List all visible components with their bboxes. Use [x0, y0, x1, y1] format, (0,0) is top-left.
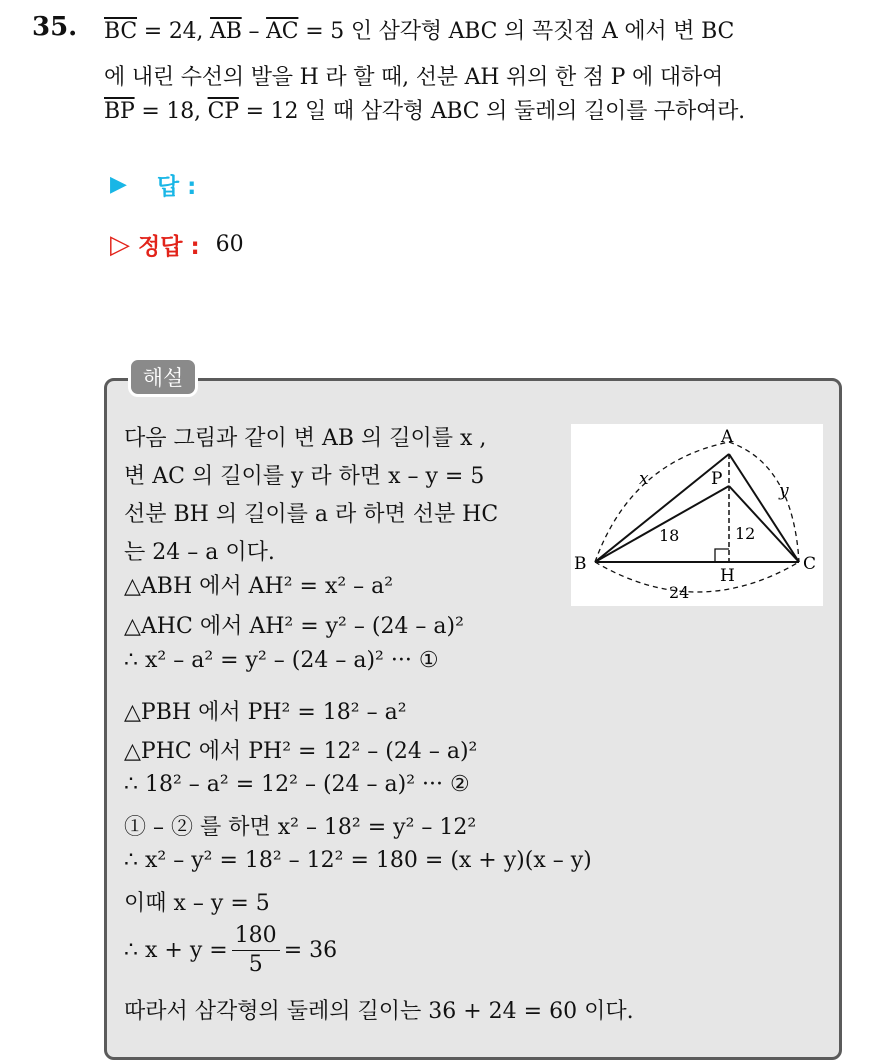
problem-line-3 — [104, 94, 745, 125]
segment-ac: $\overline{AC}$ — [266, 19, 299, 44]
explanation-tab: 해설 — [128, 357, 198, 397]
segment-bp-line — [595, 486, 729, 562]
correct-answer-value: 60 — [215, 232, 244, 257]
fraction-denominator: 5 — [248, 952, 263, 977]
equation-7: ① – ② 를 하면 x² – 18² = y² – 12² — [124, 815, 477, 840]
problem-text: = 5 인 삼각형 ABC 의 꼭짓점 A 에서 변 BC — [298, 19, 735, 44]
segment-bp: $\overline{BP}$ — [104, 99, 135, 124]
problem-line-2 — [104, 60, 723, 91]
side-ab — [595, 454, 729, 562]
equation-2: △AHC 에서 AH² = y² – (24 – a)² — [124, 614, 464, 639]
label-24: 24 — [669, 583, 690, 602]
answer-row — [110, 168, 196, 201]
explanation-intro-4: 는 24 – a 이다. — [124, 540, 275, 565]
problem-line-1 — [104, 14, 734, 45]
triangle-diagram — [571, 424, 823, 606]
outline-play-icon: ▷ — [110, 229, 130, 260]
equation-8: ∴ x² – y² = 18² – 12² = 180 = (x + y)(x – y) — [124, 848, 592, 873]
equation-6: ∴ 18² – a² = 12² – (24 – a)² ··· ② — [124, 772, 470, 797]
correct-answer-row — [110, 228, 244, 261]
play-icon: ▶ — [110, 172, 127, 197]
equation-9: 이때 x – y = 5 — [124, 891, 270, 916]
label-18: 18 — [659, 526, 680, 545]
label-c: C — [803, 554, 817, 574]
explanation-intro-1: 다음 그림과 같이 변 AB 의 길이를 x , — [124, 426, 487, 451]
label-b: B — [574, 554, 587, 574]
fraction — [232, 922, 280, 979]
conclusion: 따라서 삼각형의 둘레의 길이는 36 + 24 = 60 이다. — [124, 999, 634, 1024]
arc-bc — [595, 562, 799, 592]
equation-5: △PHC 에서 PH² = 12² – (24 – a)² — [124, 739, 478, 764]
triangle-figure — [571, 424, 823, 606]
segment-ab: $\overline{AB}$ — [210, 19, 242, 44]
equation-3: ∴ x² – a² = y² – (24 – a)² ··· ① — [124, 648, 439, 673]
explanation-intro-2: 변 AC 의 길이를 y 라 하면 x – y = 5 — [124, 464, 485, 489]
equation-1: △ABH 에서 AH² = x² – a² — [124, 574, 394, 599]
equation-10-prefix: ∴ x + y = — [124, 938, 228, 963]
problem-text: – — [241, 19, 267, 44]
label-12: 12 — [735, 524, 756, 543]
label-p: P — [711, 469, 723, 489]
correct-answer-label: 정답 : — [138, 234, 200, 260]
problem-number: 35. — [32, 12, 78, 42]
label-x: x — [639, 469, 649, 489]
problem-text: = 24, — [137, 19, 211, 44]
side-ac — [729, 454, 799, 562]
label-y: y — [779, 481, 789, 501]
explanation-intro-3: 선분 BH 의 길이를 a 라 하면 선분 HC — [124, 502, 499, 527]
segment-cp: $\overline{CP}$ — [207, 99, 239, 124]
equation-10 — [124, 922, 337, 979]
problem-text: 에 내린 수선의 발을 H 라 할 때, 선분 AH 위의 한 점 P 에 대하여 — [104, 65, 724, 90]
problem-text: = 18, — [134, 99, 208, 124]
equation-10-suffix: = 36 — [283, 938, 338, 963]
label-h: H — [720, 566, 735, 586]
problem-text: = 12 일 때 삼각형 ABC 의 둘레의 길이를 구하여라. — [238, 99, 745, 124]
right-angle-mark — [715, 549, 729, 562]
fraction-numerator: 180 — [232, 922, 280, 951]
segment-bc: $\overline{BC}$ — [104, 19, 138, 44]
label-a: A — [721, 427, 734, 447]
answer-label: 답 : — [156, 174, 197, 200]
equation-4: △PBH 에서 PH² = 18² – a² — [124, 700, 407, 725]
